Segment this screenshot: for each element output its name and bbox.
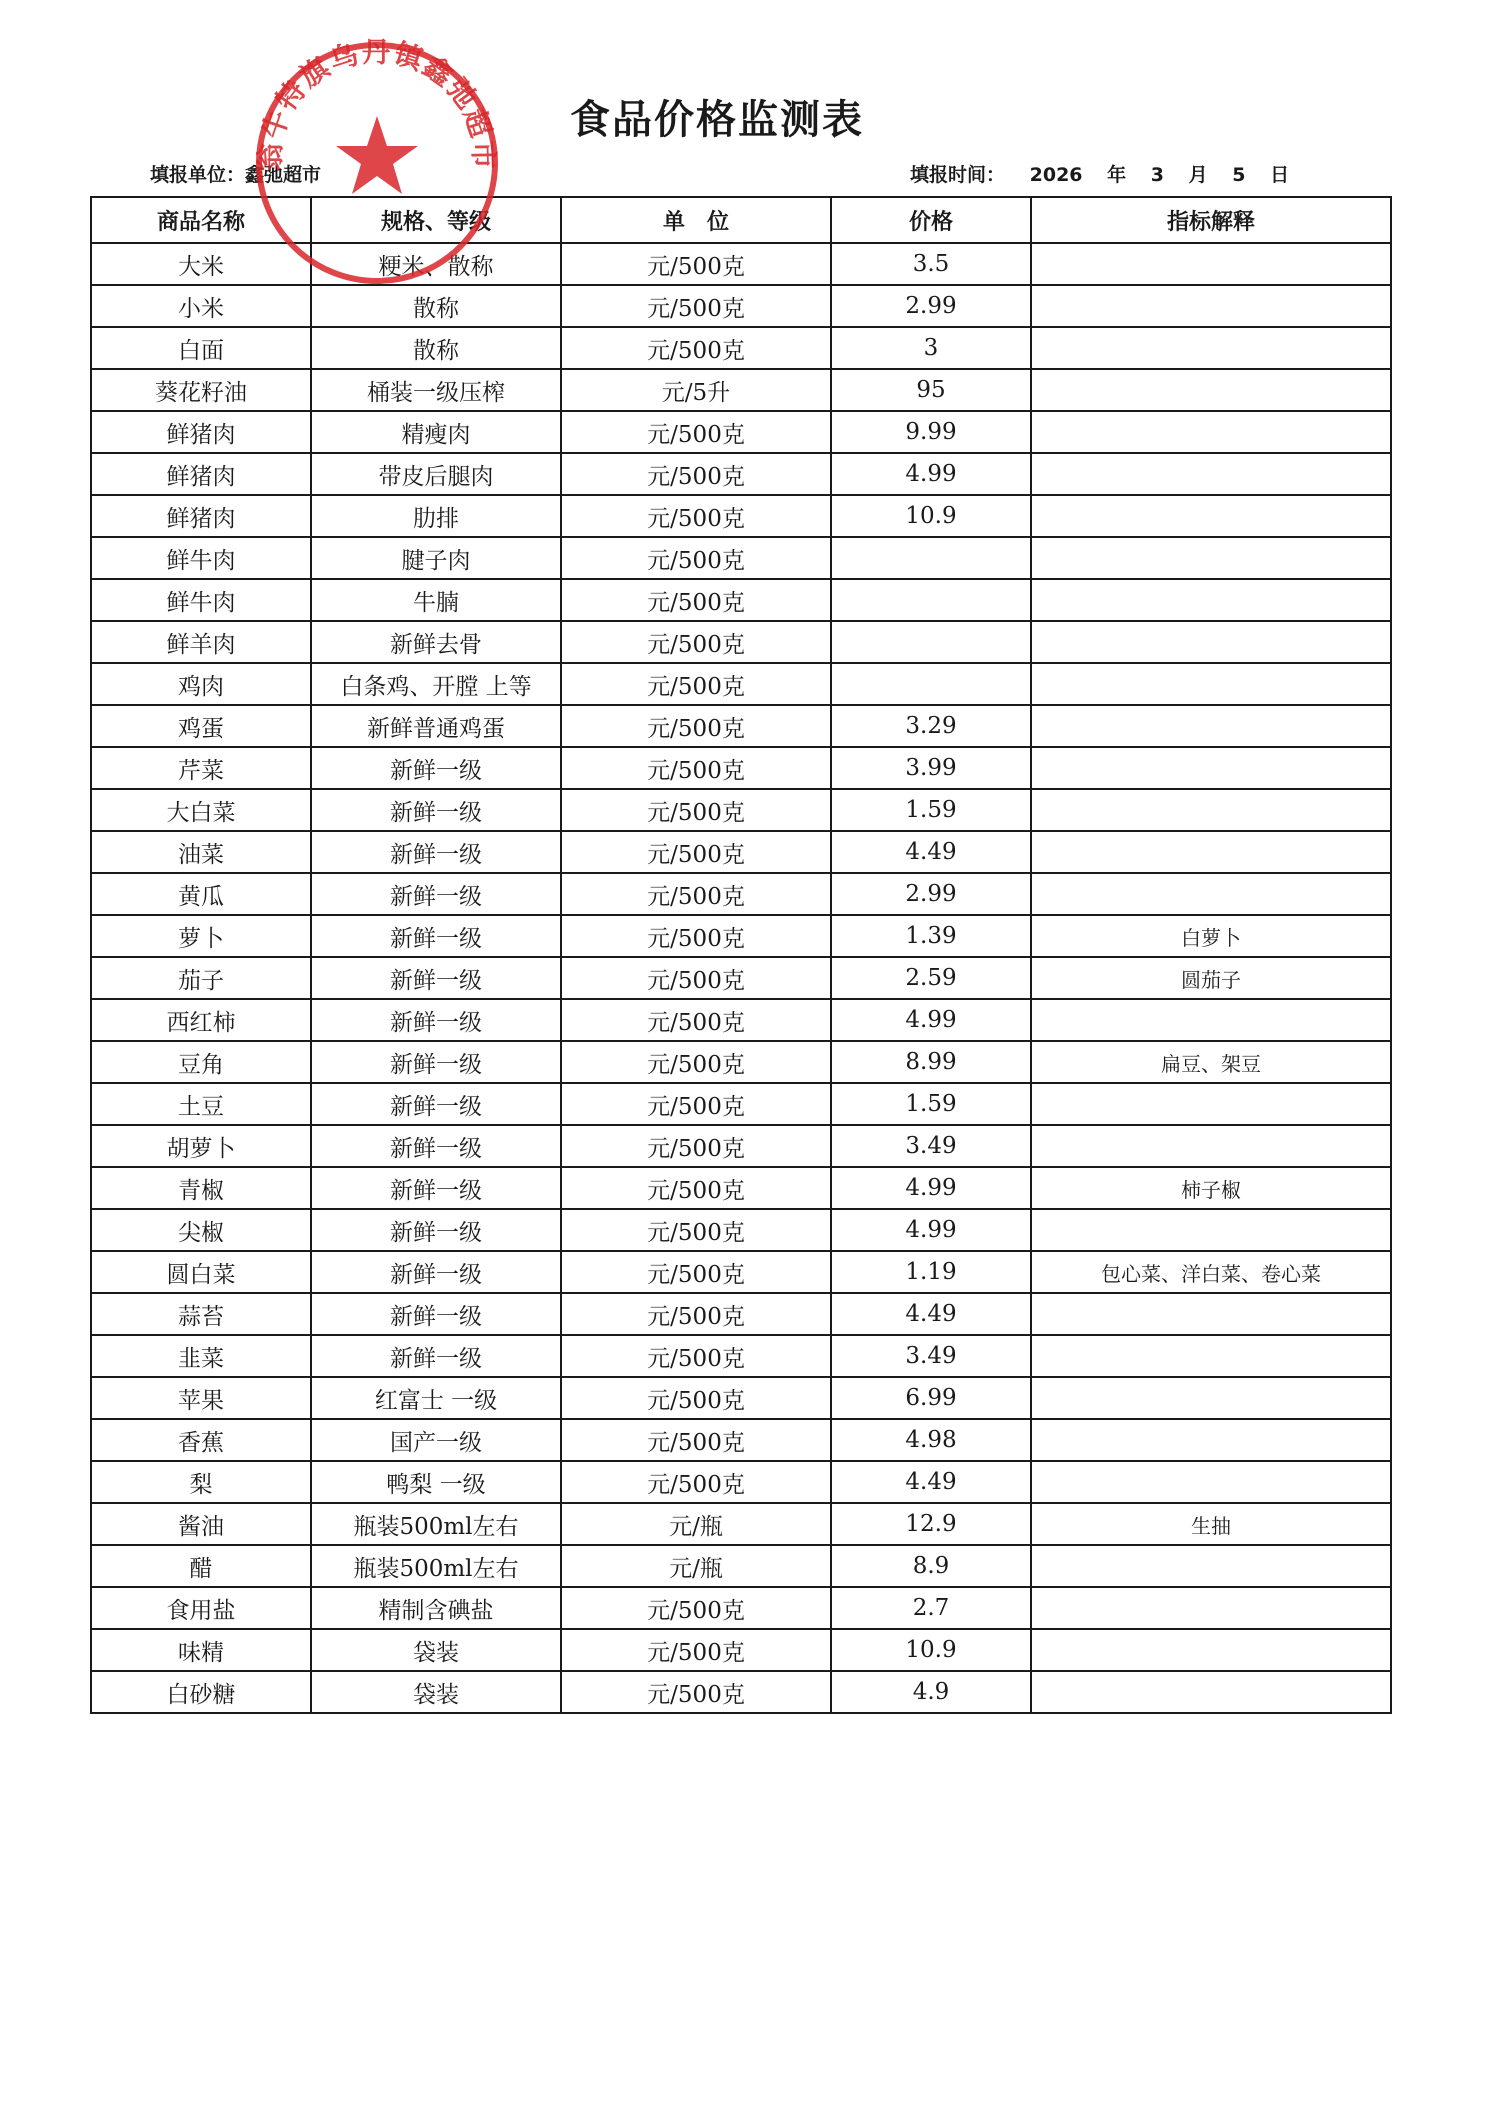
note-cell: [1031, 1461, 1391, 1503]
spec-cell: 桶装一级压榨: [311, 369, 561, 411]
column-header-unit: 单 位: [561, 197, 831, 243]
product-name-cell: 西红柿: [91, 999, 311, 1041]
table-row: [91, 369, 1391, 411]
product-name-cell: 食用盐: [91, 1587, 311, 1629]
reporting-year: 2026: [1029, 164, 1083, 186]
unit-cell: 元/500克: [561, 579, 831, 621]
table-row: [91, 747, 1391, 789]
table-row: [91, 1461, 1391, 1503]
price-cell: 10.9: [831, 1629, 1031, 1671]
product-name-cell: 韭菜: [91, 1335, 311, 1377]
column-header-product: 商品名称: [91, 197, 311, 243]
price-cell: [831, 537, 1031, 579]
reporting-unit-label: 填报单位：: [150, 164, 246, 186]
spec-cell: 新鲜一级: [311, 999, 561, 1041]
table-row: [91, 1377, 1391, 1419]
price-cell: 1.59: [831, 789, 1031, 831]
unit-cell: 元/500克: [561, 663, 831, 705]
price-cell: 2.99: [831, 285, 1031, 327]
product-name-cell: 白砂糖: [91, 1671, 311, 1713]
product-name-cell: 苹果: [91, 1377, 311, 1419]
table-row: [91, 915, 1391, 957]
table-row: [91, 453, 1391, 495]
unit-cell: 元/500克: [561, 1419, 831, 1461]
reporting-date: [910, 160, 1307, 187]
spec-cell: 瓶装500ml左右: [311, 1503, 561, 1545]
spec-cell: 新鲜一级: [311, 1293, 561, 1335]
table-row: [91, 537, 1391, 579]
table-row: [91, 1251, 1391, 1293]
table-row: [91, 621, 1391, 663]
product-name-cell: 葵花籽油: [91, 369, 311, 411]
product-name-cell: 白面: [91, 327, 311, 369]
unit-cell: 元/500克: [561, 1629, 831, 1671]
spec-cell: 牛腩: [311, 579, 561, 621]
note-cell: [1031, 747, 1391, 789]
note-cell: [1031, 1419, 1391, 1461]
price-cell: 2.59: [831, 957, 1031, 999]
price-cell: 2.99: [831, 873, 1031, 915]
price-cell: 4.49: [831, 831, 1031, 873]
spec-cell: 新鲜一级: [311, 747, 561, 789]
spec-cell: 腱子肉: [311, 537, 561, 579]
product-name-cell: 大白菜: [91, 789, 311, 831]
price-cell: 4.9: [831, 1671, 1031, 1713]
product-name-cell: 香蕉: [91, 1419, 311, 1461]
note-cell: [1031, 789, 1391, 831]
unit-cell: 元/500克: [561, 1209, 831, 1251]
price-cell: 12.9: [831, 1503, 1031, 1545]
unit-cell: 元/瓶: [561, 1503, 831, 1545]
product-name-cell: 大米: [91, 243, 311, 285]
note-cell: 柿子椒: [1031, 1167, 1391, 1209]
note-cell: [1031, 453, 1391, 495]
spec-cell: 新鲜一级: [311, 957, 561, 999]
price-cell: 10.9: [831, 495, 1031, 537]
price-cell: 3.29: [831, 705, 1031, 747]
table-row: [91, 495, 1391, 537]
seal-star-icon: [336, 116, 418, 194]
column-header-price: 价格: [831, 197, 1031, 243]
spec-cell: 新鲜一级: [311, 789, 561, 831]
spec-cell: 肋排: [311, 495, 561, 537]
official-seal: [240, 28, 514, 288]
spec-cell: 红富士 一级: [311, 1377, 561, 1419]
product-name-cell: 梨: [91, 1461, 311, 1503]
price-cell: [831, 621, 1031, 663]
price-cell: 4.98: [831, 1419, 1031, 1461]
seal-text: 翁牛特旗乌丹镇鑫弛超市: [253, 35, 501, 172]
price-cell: 4.99: [831, 1167, 1031, 1209]
product-name-cell: 酱油: [91, 1503, 311, 1545]
note-cell: [1031, 705, 1391, 747]
unit-cell: 元/5升: [561, 369, 831, 411]
price-cell: 8.9: [831, 1545, 1031, 1587]
product-name-cell: 土豆: [91, 1083, 311, 1125]
price-cell: 3.99: [831, 747, 1031, 789]
unit-cell: 元/500克: [561, 747, 831, 789]
note-cell: [1031, 243, 1391, 285]
note-cell: [1031, 537, 1391, 579]
unit-cell: 元/500克: [561, 831, 831, 873]
product-name-cell: 胡萝卜: [91, 1125, 311, 1167]
note-cell: 圆茄子: [1031, 957, 1391, 999]
note-cell: [1031, 411, 1391, 453]
spec-cell: 鸭梨 一级: [311, 1461, 561, 1503]
note-cell: [1031, 1629, 1391, 1671]
spec-cell: 袋装: [311, 1671, 561, 1713]
spec-cell: 粳米、散称: [311, 243, 561, 285]
unit-cell: 元/500克: [561, 1293, 831, 1335]
product-name-cell: 蒜苔: [91, 1293, 311, 1335]
note-cell: [1031, 1587, 1391, 1629]
unit-cell: 元/500克: [561, 243, 831, 285]
spec-cell: 新鲜一级: [311, 1083, 561, 1125]
table-row: [91, 327, 1391, 369]
product-name-cell: 鲜猪肉: [91, 411, 311, 453]
price-cell: 4.49: [831, 1293, 1031, 1335]
note-cell: [1031, 285, 1391, 327]
price-cell: 3.49: [831, 1125, 1031, 1167]
unit-cell: 元/500克: [561, 327, 831, 369]
note-cell: [1031, 999, 1391, 1041]
table-body: [91, 243, 1391, 1713]
note-cell: [1031, 495, 1391, 537]
spec-cell: 新鲜去骨: [311, 621, 561, 663]
unit-cell: 元/500克: [561, 453, 831, 495]
product-name-cell: 萝卜: [91, 915, 311, 957]
product-name-cell: 鸡蛋: [91, 705, 311, 747]
note-cell: [1031, 1671, 1391, 1713]
note-cell: [1031, 1335, 1391, 1377]
table-row: [91, 285, 1391, 327]
price-cell: 4.99: [831, 1209, 1031, 1251]
note-cell: [1031, 1083, 1391, 1125]
table-row: [91, 1419, 1391, 1461]
note-cell: [1031, 663, 1391, 705]
table-row: [91, 1167, 1391, 1209]
table-row: [91, 579, 1391, 621]
table-row: [91, 705, 1391, 747]
table-row: [91, 999, 1391, 1041]
document-title: 食品价格监测表: [570, 97, 864, 143]
spec-cell: 瓶装500ml左右: [311, 1545, 561, 1587]
table-row: [91, 1335, 1391, 1377]
note-cell: [1031, 1125, 1391, 1167]
table-row: [91, 1209, 1391, 1251]
price-cell: 3: [831, 327, 1031, 369]
price-cell: 3.49: [831, 1335, 1031, 1377]
table-row: [91, 1629, 1391, 1671]
price-cell: 9.99: [831, 411, 1031, 453]
unit-cell: 元/500克: [561, 1335, 831, 1377]
price-cell: 1.39: [831, 915, 1031, 957]
unit-cell: 元/500克: [561, 1587, 831, 1629]
spec-cell: 精制含碘盐: [311, 1587, 561, 1629]
seal-graphic: [240, 28, 514, 288]
unit-cell: 元/500克: [561, 1083, 831, 1125]
table-row: [91, 1503, 1391, 1545]
unit-cell: 元/500克: [561, 1461, 831, 1503]
table-row: [91, 1545, 1391, 1587]
unit-cell: 元/500克: [561, 537, 831, 579]
unit-cell: 元/500克: [561, 1251, 831, 1293]
note-cell: [1031, 1293, 1391, 1335]
spec-cell: 散称: [311, 285, 561, 327]
product-name-cell: 青椒: [91, 1167, 311, 1209]
product-name-cell: 小米: [91, 285, 311, 327]
price-cell: 4.99: [831, 453, 1031, 495]
note-cell: [1031, 579, 1391, 621]
spec-cell: 国产一级: [311, 1419, 561, 1461]
price-cell: 95: [831, 369, 1031, 411]
note-cell: [1031, 1377, 1391, 1419]
reporting-unit-value: 鑫弛超市: [245, 164, 322, 186]
unit-cell: 元/瓶: [561, 1545, 831, 1587]
unit-cell: 元/500克: [561, 495, 831, 537]
unit-cell: 元/500克: [561, 1125, 831, 1167]
unit-cell: 元/500克: [561, 1041, 831, 1083]
table-row: [91, 663, 1391, 705]
product-name-cell: 鲜牛肉: [91, 537, 311, 579]
note-cell: [1031, 1545, 1391, 1587]
product-name-cell: 醋: [91, 1545, 311, 1587]
unit-cell: 元/500克: [561, 621, 831, 663]
note-cell: [1031, 873, 1391, 915]
product-name-cell: 黄瓜: [91, 873, 311, 915]
spec-cell: 新鲜一级: [311, 831, 561, 873]
unit-cell: 元/500克: [561, 999, 831, 1041]
price-cell: 8.99: [831, 1041, 1031, 1083]
unit-cell: 元/500克: [561, 957, 831, 999]
price-table: [90, 196, 1392, 1714]
spec-cell: 新鲜一级: [311, 1209, 561, 1251]
unit-cell: 元/500克: [561, 411, 831, 453]
note-cell: 生抽: [1031, 1503, 1391, 1545]
column-header-note: 指标解释: [1031, 197, 1391, 243]
product-name-cell: 油菜: [91, 831, 311, 873]
spec-cell: 新鲜一级: [311, 1125, 561, 1167]
table-row: [91, 957, 1391, 999]
unit-cell: 元/500克: [561, 705, 831, 747]
reporting-date-label: 填报时间：: [910, 164, 1006, 186]
price-cell: 4.99: [831, 999, 1031, 1041]
note-cell: 扁豆、架豆: [1031, 1041, 1391, 1083]
price-cell: 6.99: [831, 1377, 1031, 1419]
product-name-cell: 豆角: [91, 1041, 311, 1083]
table-row: [91, 411, 1391, 453]
table-row: [91, 873, 1391, 915]
unit-cell: 元/500克: [561, 915, 831, 957]
note-cell: 包心菜、洋白菜、卷心菜: [1031, 1251, 1391, 1293]
reporting-day: 5: [1232, 164, 1246, 186]
note-cell: [1031, 327, 1391, 369]
table-row: [91, 831, 1391, 873]
price-cell: 4.49: [831, 1461, 1031, 1503]
price-cell: [831, 663, 1031, 705]
note-cell: [1031, 1209, 1391, 1251]
unit-cell: 元/500克: [561, 1671, 831, 1713]
price-cell: 1.59: [831, 1083, 1031, 1125]
month-suffix: 月: [1188, 164, 1208, 186]
spec-cell: 新鲜一级: [311, 1167, 561, 1209]
reporting-month: 3: [1150, 164, 1165, 186]
table-row: [91, 789, 1391, 831]
product-name-cell: 尖椒: [91, 1209, 311, 1251]
product-name-cell: 茄子: [91, 957, 311, 999]
spec-cell: 带皮后腿肉: [311, 453, 561, 495]
product-name-cell: 鸡肉: [91, 663, 311, 705]
spec-cell: 白条鸡、开膛 上等: [311, 663, 561, 705]
product-name-cell: 芹菜: [91, 747, 311, 789]
unit-cell: 元/500克: [561, 789, 831, 831]
spec-cell: 新鲜一级: [311, 1041, 561, 1083]
unit-cell: 元/500克: [561, 873, 831, 915]
table-row: [91, 1293, 1391, 1335]
column-header-spec: 规格、等级: [311, 197, 561, 243]
product-name-cell: 鲜羊肉: [91, 621, 311, 663]
unit-cell: 元/500克: [561, 1377, 831, 1419]
price-cell: [831, 579, 1031, 621]
spec-cell: 新鲜一级: [311, 1335, 561, 1377]
spec-cell: 散称: [311, 327, 561, 369]
year-suffix: 年: [1107, 164, 1127, 186]
day-suffix: 日: [1270, 164, 1290, 186]
table-row: [91, 1125, 1391, 1167]
table-row: [91, 1671, 1391, 1713]
price-cell: 3.5: [831, 243, 1031, 285]
product-name-cell: 鲜牛肉: [91, 579, 311, 621]
note-cell: [1031, 369, 1391, 411]
product-name-cell: 鲜猪肉: [91, 453, 311, 495]
note-cell: [1031, 621, 1391, 663]
unit-cell: 元/500克: [561, 1167, 831, 1209]
spec-cell: 精瘦肉: [311, 411, 561, 453]
product-name-cell: 鲜猪肉: [91, 495, 311, 537]
spec-cell: 新鲜一级: [311, 873, 561, 915]
spec-cell: 新鲜一级: [311, 915, 561, 957]
table-row: [91, 1083, 1391, 1125]
product-name-cell: 圆白菜: [91, 1251, 311, 1293]
note-cell: [1031, 831, 1391, 873]
unit-cell: 元/500克: [561, 285, 831, 327]
price-cell: 1.19: [831, 1251, 1031, 1293]
spec-cell: 新鲜普通鸡蛋: [311, 705, 561, 747]
table-row: [91, 1041, 1391, 1083]
price-cell: 2.7: [831, 1587, 1031, 1629]
product-name-cell: 味精: [91, 1629, 311, 1671]
spec-cell: 新鲜一级: [311, 1251, 561, 1293]
spec-cell: 袋装: [311, 1629, 561, 1671]
table-row: [91, 1587, 1391, 1629]
note-cell: 白萝卜: [1031, 915, 1391, 957]
